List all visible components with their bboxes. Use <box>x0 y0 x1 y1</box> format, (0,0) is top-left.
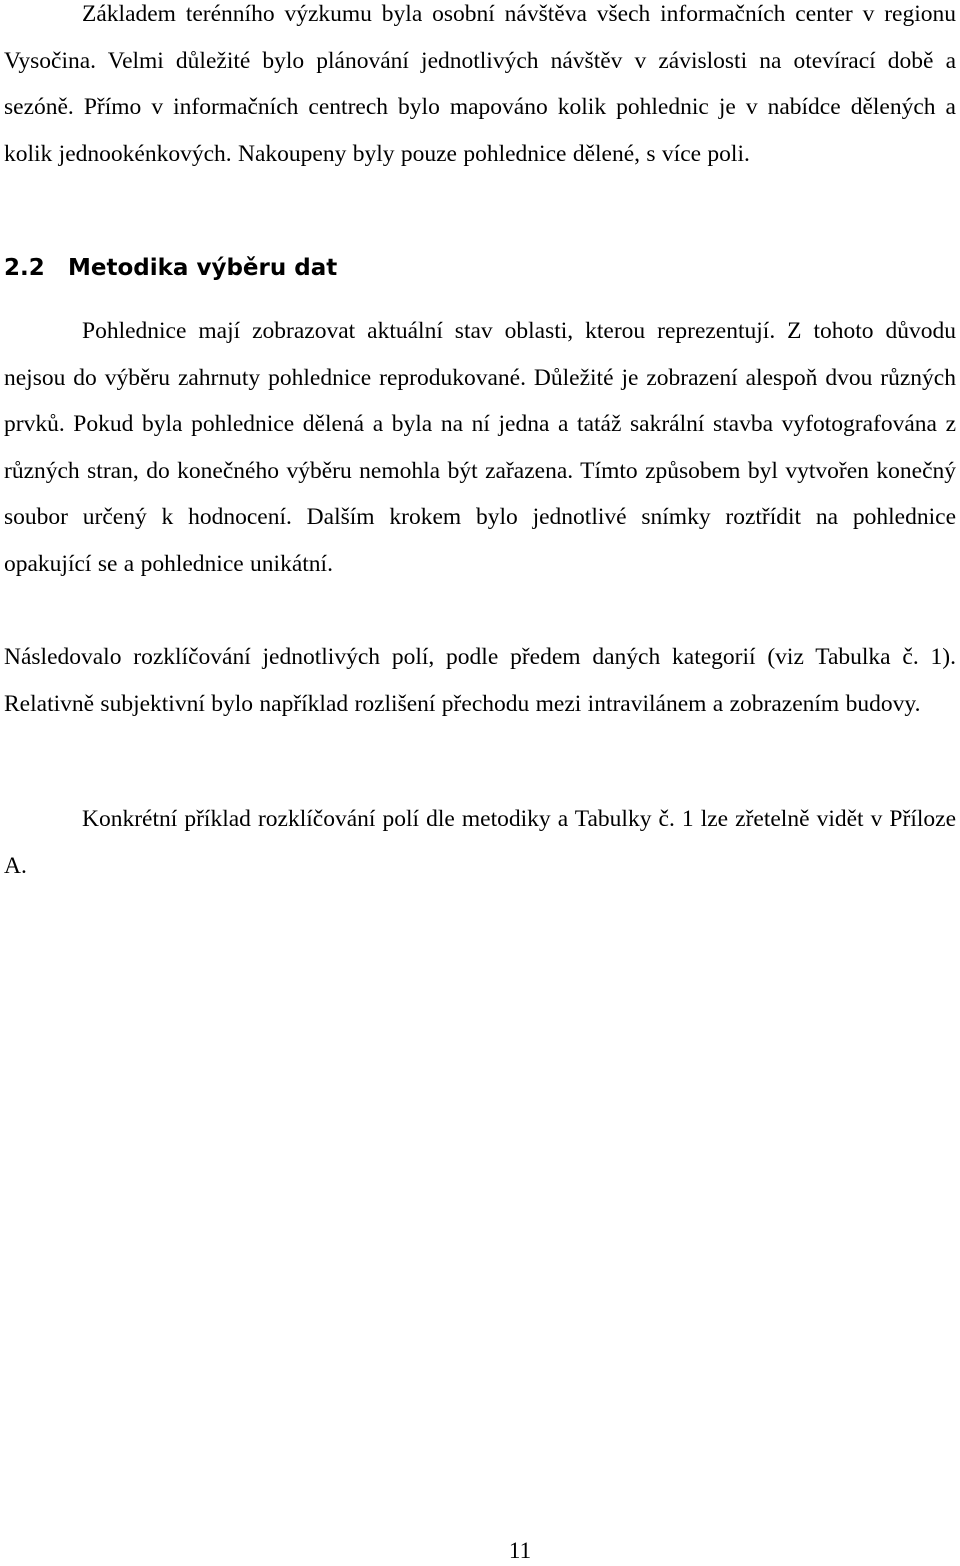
paragraph-field-research: Základem terénního výzkumu byla osobní návštěva všech informačních center v regionu Vysočina. Velmi důležité bylo plánování jednotlivých návštěv v závislosti na otevírací době a sezóně. Přímo v informačních centrech bylo mapováno kolik pohlednic je v nabídce dělených a kolik jednookénkových. Nakoupeny byly pouze pohlednice dělené, s více poli. <box>4 1 956 167</box>
paragraph-categorization: Následovalo rozklíčování jednotlivých polí, podle předem daných kategorií (viz Tabulka č. 1). Relativně subjektivní bylo například rozlišení přechodu mezi intravilánem a zobrazením budovy. <box>4 644 956 717</box>
paragraph-example-reference: Konkrétní příklad rozklíčování polí dle metodiky a Tabulky č. 1 lze zřetelně vidět v Příloze A. <box>4 806 956 879</box>
section-heading <box>4 248 337 288</box>
section-title: Metodika výběru dat <box>68 255 338 281</box>
section-number: 2.2 <box>4 255 45 281</box>
paragraph-methodology: Pohlednice mají zobrazovat aktuální stav oblasti, kterou reprezentují. Z tohoto důvodu nejsou do výběru zahrnuty pohlednice reprodukované. Důležité je zobrazení alespoň dvou různých prvků. Pokud byla pohlednice dělená a byla na ní jedna a tatáž sakrální stavba vyfotografována z různých stran, do konečného výběru nemohla být zařazena. Tímto způsobem byl vytvořen konečný soubor určený k hodnocení. Dalším krokem bylo jednotlivé snímky roztřídit na pohlednice opakující se a pohlednice unikátní. <box>4 318 956 577</box>
page-number: 11 <box>508 1538 532 1563</box>
